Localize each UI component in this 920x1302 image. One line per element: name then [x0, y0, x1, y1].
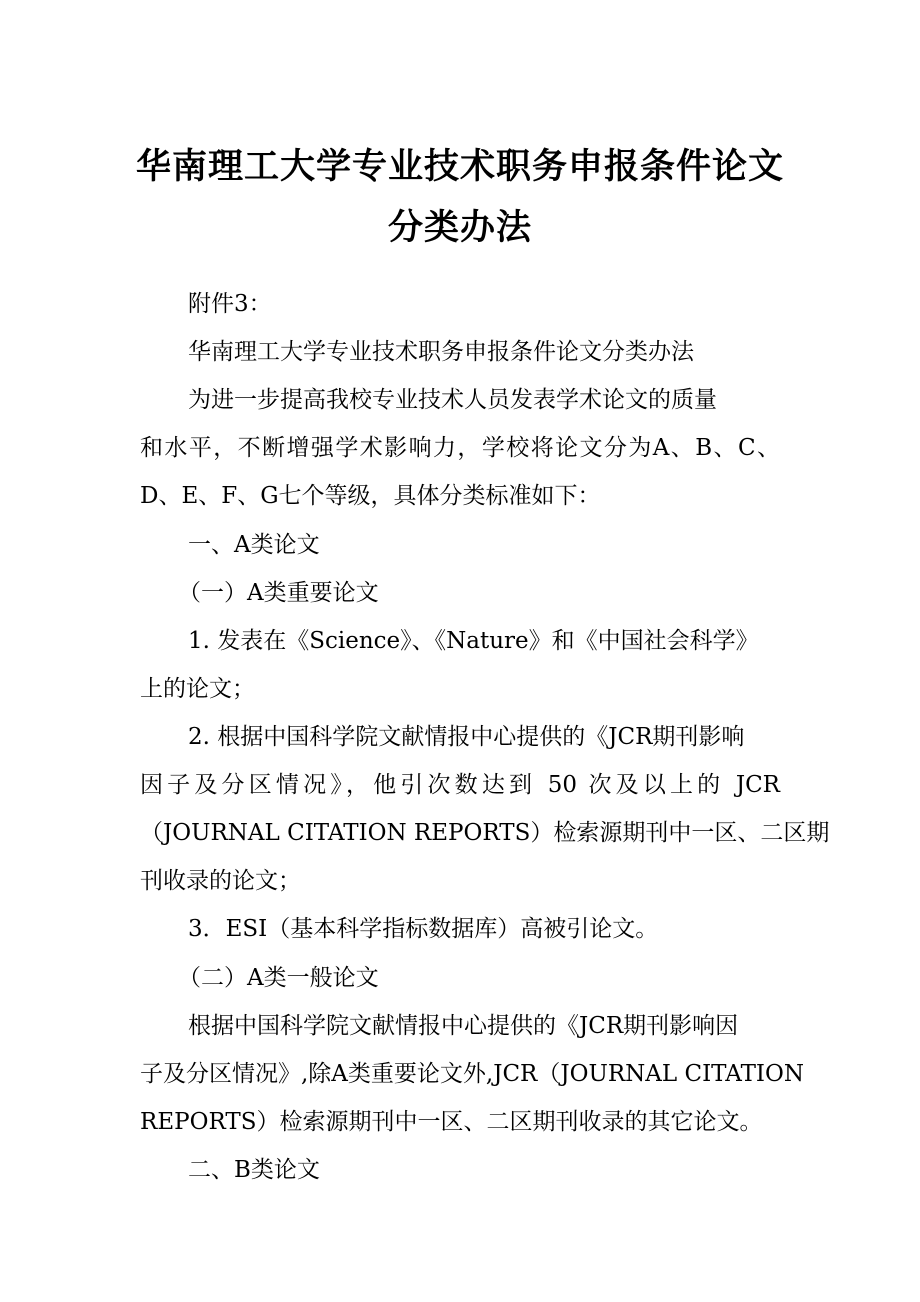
intro-line-3: D、E、F、G七个等级，具体分类标准如下：	[140, 483, 601, 509]
item2-line-3: （JOURNAL CITATION REPORTS）检索源期刊中一区、二区期	[140, 820, 830, 846]
a2-body-line-2: 子及分区情况》,除A类重要论文外,JCR（JOURNAL CITATION	[140, 1061, 804, 1087]
subsection-a1-heading: （一）A类重要论文	[178, 580, 379, 606]
item2-line-2: 因子及分区情况》，他引次数达到 50 次及以上的 JCR	[140, 772, 780, 798]
item1-line-2: 上的论文；	[140, 676, 255, 702]
intro-line-1: 为进一步提高我校专业技术人员发表学术论文的质量	[188, 387, 717, 413]
intro-line-2: 和水平，不断增强学术影响力，学校将论文分为A、B、C、	[140, 435, 780, 461]
section-a-heading: 一、A类论文	[188, 532, 320, 558]
document-title-line1: 华南理工大学专业技术职务申报条件论文	[135, 146, 784, 187]
document-title-line2: 分类办法	[387, 207, 532, 248]
a2-body-line-3: REPORTS）检索源期刊中一区、二区期刊收录的其它论文。	[140, 1109, 763, 1135]
document-subtitle: 华南理工大学专业技术职务申报条件论文分类办法	[188, 339, 694, 365]
item1-line-1: 1. 发表在《Science》、《Nature》和《中国社会科学》	[188, 628, 759, 654]
item2-line-1: 2. 根据中国科学院文献情报中心提供的《JCR期刊影响	[188, 724, 745, 750]
a2-body-line-1: 根据中国科学院文献情报中心提供的《JCR期刊影响因	[188, 1013, 739, 1039]
item3-line: 3．ESI（基本科学指标数据库）高被引论文。	[188, 916, 659, 942]
subsection-a2-heading: （二）A类一般论文	[178, 965, 379, 991]
item2-line-4: 刊收录的论文；	[140, 868, 301, 894]
section-b-heading: 二、B类论文	[188, 1157, 320, 1183]
attachment-label: 附件3：	[188, 291, 272, 317]
